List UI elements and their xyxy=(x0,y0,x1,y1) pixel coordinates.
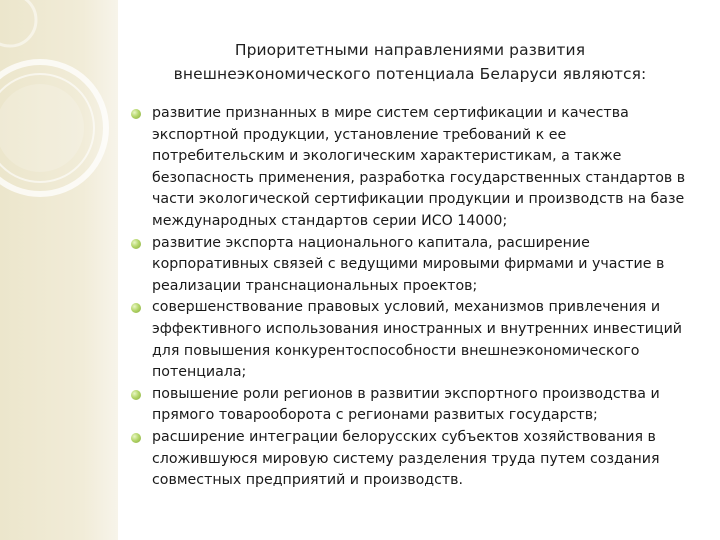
bullet-text-line: части экологической сертификации продукции и производств на базе xyxy=(152,191,685,208)
bullet-dot-icon xyxy=(131,303,141,313)
bullet-text-line: экспортной продукции, установление требований к ее xyxy=(152,126,567,143)
bullet-dot-icon xyxy=(131,390,141,400)
bullet-text-line: расширение интеграции белорусских субъектов хозяйствования в xyxy=(152,428,656,445)
bullet-text-line: сложившуюся мировую систему разделения труда путем создания xyxy=(152,450,660,467)
decorative-sidebar xyxy=(0,0,118,540)
title-line-2: внешнеэкономического потенциала Беларуси являются: xyxy=(173,65,647,83)
bullet-text-line: повышение роли регионов в развитии экспортного производства и xyxy=(152,385,660,402)
bullet-text-line: потенциала; xyxy=(152,364,247,381)
bullet-text-line: развитие признанных в мире систем сертификации и качества xyxy=(152,105,629,121)
bullet-item xyxy=(130,384,710,427)
bullet-text-line: совершенствование правовых условий, механизмов привлечения и xyxy=(152,299,661,316)
bullet-item xyxy=(130,297,710,383)
bullet-text-line: совместных предприятий и производств. xyxy=(152,472,464,489)
bullet-item xyxy=(130,233,710,298)
decorative-circles-graphic xyxy=(0,0,118,540)
bullet-list xyxy=(130,103,710,492)
bullet-text-line: развитие экспорта национального капитала, расширение xyxy=(152,234,590,251)
bullet-dot-icon xyxy=(131,433,141,443)
bullet-dot-icon xyxy=(131,109,141,119)
bullet-text-line: корпоративных связей с ведущими мировыми фирмами и участие в xyxy=(152,256,665,273)
bullet-text-line: эффективного использования иностранных и внутренних инвестиций xyxy=(152,320,683,337)
slide-title xyxy=(140,38,680,86)
title-line-1: Приоритетными направлениями развития xyxy=(234,41,586,59)
bullet-dot-icon xyxy=(131,239,141,249)
bullet-text-line: потребительским и экологическим характеристикам, а также xyxy=(152,148,622,165)
bullet-item xyxy=(130,427,710,492)
bullet-text-line: международных стандартов серии ИСО 14000; xyxy=(152,212,508,229)
bullet-text-line: реализации транснациональных проектов; xyxy=(152,277,478,294)
bullet-text-line: безопасность применения, разработка государственных стандартов в xyxy=(152,169,686,186)
bullet-text-line: для повышения конкурентоспособности внешнеэкономического xyxy=(152,342,640,359)
bullet-item xyxy=(130,103,710,233)
bullet-text-line: прямого товарооборота с регионами развитых государств; xyxy=(152,407,598,424)
